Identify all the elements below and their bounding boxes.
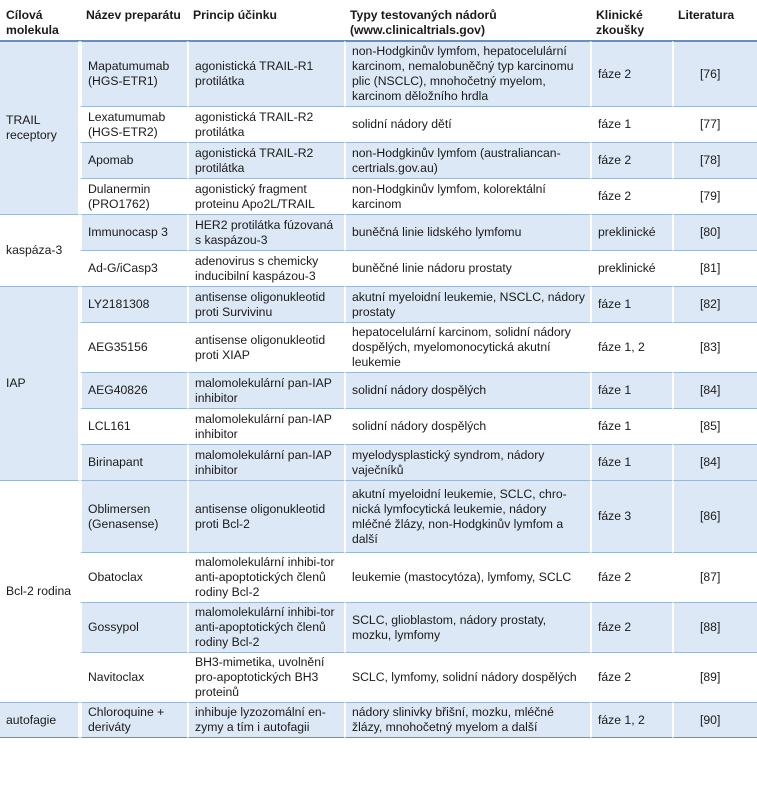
reference-cell: [84] [672,372,757,408]
tumor-types-cell: solidní nádory dospělých [344,408,590,444]
reference-cell: [89] [672,652,757,702]
header-drug: Název preparátu [80,0,187,41]
drug-name-cell: Chloroquine + deriváty [80,702,187,738]
tumor-types-cell: non-Hodgkinův lymfom (australiancan-certrials.gov.au) [344,142,590,178]
mechanism-cell: agonistický fragment proteinu Apo2L/TRAIL [187,178,344,214]
drug-name-cell: Lexatumumab (HGS-ETR2) [80,106,187,142]
target-molecule-cell: IAP [0,286,80,480]
table-row [0,602,757,652]
mechanism-cell: malomolekulární pan-IAP inhibitor [187,444,344,480]
target-molecule-cell: kaspáza-3 [0,214,80,286]
tumor-types-cell: myelodysplastický syndrom, nádory vaječníků [344,444,590,480]
drug-name-cell: Obatoclax [80,552,187,602]
reference-cell: [77] [672,106,757,142]
reference-cell: [86] [672,480,757,552]
reference-cell: [83] [672,322,757,372]
reference-cell: [76] [672,41,757,106]
table-row [0,41,757,106]
reference-cell: [81] [672,250,757,286]
table-row [0,408,757,444]
tumor-types-cell: akutní myeloidní leukemie, NSCLC, nádory prostaty [344,286,590,322]
drug-name-cell: Gossypol [80,602,187,652]
table-row [0,372,757,408]
table-row [0,552,757,602]
trial-phase-cell: fáze 2 [590,552,672,602]
tumor-types-cell: solidní nádory dětí [344,106,590,142]
trial-phase-cell: fáze 2 [590,602,672,652]
drug-name-cell: Birinapant [80,444,187,480]
mechanism-cell: antisense oligonukleotid proti Bcl-2 [187,480,344,552]
table-row [0,178,757,214]
trial-phase-cell: fáze 1 [590,286,672,322]
drug-name-cell: Mapatumumab (HGS-ETR1) [80,41,187,106]
trial-phase-cell: fáze 1 [590,444,672,480]
trial-phase-cell: fáze 3 [590,480,672,552]
table-row [0,250,757,286]
trial-phase-cell: preklinické [590,214,672,250]
tumor-types-cell: buněčná linie lidského lymfomu [344,214,590,250]
mechanism-cell: antisense oligonukleotid proti XIAP [187,322,344,372]
trial-phase-cell: fáze 2 [590,142,672,178]
drug-name-cell: AEG40826 [80,372,187,408]
trial-phase-cell: preklinické [590,250,672,286]
table-row [0,444,757,480]
mechanism-cell: agonistická TRAIL-R1 protilátka [187,41,344,106]
table-row [0,480,757,552]
header-row [0,0,757,41]
trial-phase-cell: fáze 1 [590,408,672,444]
trial-phase-cell: fáze 2 [590,652,672,702]
header-trials: Klinické zkoušky [590,0,672,41]
header-tumors: Typy testovaných nádorů (www.clinicaltrials.gov) [344,0,590,41]
drug-name-cell: LCL161 [80,408,187,444]
tumor-types-cell: non-Hodgkinův lymfom, kolorektální karcinom [344,178,590,214]
header-refs: Literatura [672,0,757,41]
mechanism-cell: malomolekulární pan-IAP inhibitor [187,372,344,408]
mechanism-cell: malomolekulární pan-IAP inhibitor [187,408,344,444]
tumor-types-cell: leukemie (mastocytóza), lymfomy, SCLC [344,552,590,602]
tumor-types-cell: SCLC, lymfomy, solidní nádory dospělých [344,652,590,702]
trial-phase-cell: fáze 2 [590,41,672,106]
drug-name-cell: AEG35156 [80,322,187,372]
mechanism-cell: agonistická TRAIL-R2 protilátka [187,142,344,178]
reference-cell: [84] [672,444,757,480]
table-row [0,702,757,738]
drug-name-cell: LY2181308 [80,286,187,322]
tumor-types-cell: nádory slinivky břišní, mozku, mléčné žlázy, mnohočetný myelom a další [344,702,590,738]
target-molecule-cell: TRAIL receptory [0,41,80,214]
mechanism-cell: BH3-mimetika, uvolnění pro-apoptotických BH3 proteinů [187,652,344,702]
tumor-types-cell: non-Hodgkinův lymfom, hepatocelulární karcinom, nemalobuněčný typ karcinomu plic (NSCLC), mnohočetný myelom, karcinom děložního hrdla [344,41,590,106]
mechanism-cell: agonistická TRAIL-R2 protilátka [187,106,344,142]
tumor-types-cell: hepatocelulární karcinom, solidní nádory dospělých, myelomonocytická akutní leukemie [344,322,590,372]
table-row [0,322,757,372]
tumor-types-cell: akutní myeloidní leukemie, SCLC, chro-nická lymfocytická leukemie, nádory mléčné žlázy, non-Hodgkinův lymfom a další [344,480,590,552]
tumor-types-cell: SCLC, glioblastom, nádory prostaty, mozku, lymfomy [344,602,590,652]
trial-phase-cell: fáze 1 [590,106,672,142]
reference-cell: [88] [672,602,757,652]
drug-name-cell: Navitoclax [80,652,187,702]
reference-cell: [87] [672,552,757,602]
target-molecule-cell: autofagie [0,702,80,738]
target-molecule-cell: Bcl-2 rodina [0,480,80,702]
trial-phase-cell: fáze 2 [590,178,672,214]
reference-cell: [82] [672,286,757,322]
reference-cell: [78] [672,142,757,178]
reference-cell: [80] [672,214,757,250]
drug-name-cell: Ad-G/iCasp3 [80,250,187,286]
tumor-types-cell: solidní nádory dospělých [344,372,590,408]
tumor-types-cell: buněčné linie nádoru prostaty [344,250,590,286]
table-row [0,214,757,250]
trial-phase-cell: fáze 1, 2 [590,322,672,372]
header-target: Cílová molekula [0,0,80,41]
drug-name-cell: Dulanermin (PRO1762) [80,178,187,214]
mechanism-cell: malomolekulární inhibi-tor anti-apoptotických členů rodiny Bcl-2 [187,602,344,652]
drug-name-cell: Oblimersen (Genasense) [80,480,187,552]
drug-name-cell: Immunocasp 3 [80,214,187,250]
mechanism-cell: inhibuje lyzozomální en-zymy a tím i autofagii [187,702,344,738]
trial-phase-cell: fáze 1 [590,372,672,408]
table-row [0,106,757,142]
table-row [0,286,757,322]
table-row [0,652,757,702]
mechanism-cell: HER2 protilátka fúzovaná s kaspázou-3 [187,214,344,250]
reference-cell: [79] [672,178,757,214]
table-body [0,41,757,738]
drug-name-cell: Apomab [80,142,187,178]
mechanism-cell: malomolekulární inhibi-tor anti-apoptotických členů rodiny Bcl-2 [187,552,344,602]
header-mechanism: Princip účinku [187,0,344,41]
mechanism-cell: adenovirus s chemicky inducibilní kaspázou-3 [187,250,344,286]
trial-phase-cell: fáze 1, 2 [590,702,672,738]
reference-cell: [85] [672,408,757,444]
mechanism-cell: antisense oligonukleotid proti Survivinu [187,286,344,322]
reference-cell: [90] [672,702,757,738]
table-row [0,142,757,178]
